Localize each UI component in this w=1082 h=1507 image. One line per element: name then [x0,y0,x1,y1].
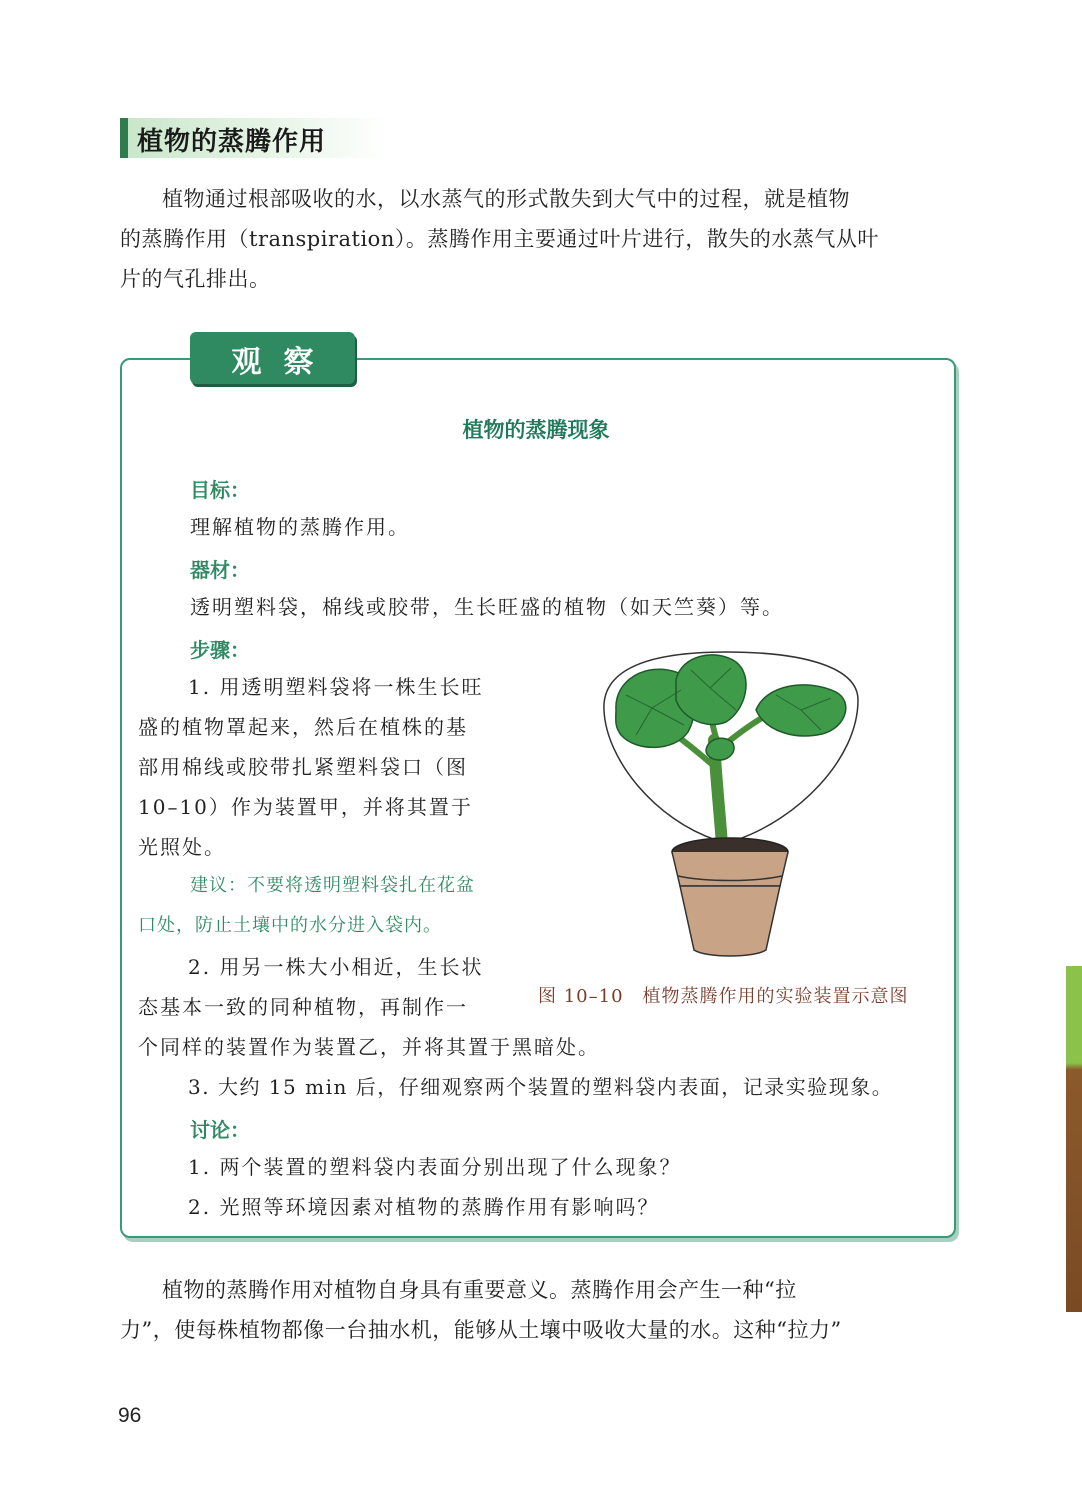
goal-label: 目标： [190,478,250,502]
pot-body [680,886,780,956]
suggestion-note [138,866,475,946]
step-1-line: 10–10）作为装置甲，并将其置于 [138,795,473,819]
observation-tab [190,332,355,384]
leaf-small [706,738,734,760]
discussion-label: 讨论： [190,1118,250,1142]
section-heading-bar [120,118,128,158]
experiment-title: 植物的蒸腾现象 [462,418,610,442]
leaf-top [676,655,746,725]
step-1-line: 光照处。 [138,835,226,859]
steps-label: 步骤： [190,638,250,662]
materials-text: 透明塑料袋，棉线或胶带，生长旺盛的植物（如天竺葵）等。 [190,595,784,619]
closing-line: 力”，使每株植物都像一台抽水机，能够从土壤中吸收大量的水。这种“拉力” [120,1318,842,1342]
step-3: 3. 大约 15 min 后，仔细观察两个装置的塑料袋内表面，记录实验现象。 [188,1075,894,1099]
closing-paragraph [120,1270,960,1350]
discussion-question-2: 2. 光照等环境因素对植物的蒸腾作用有影响吗？ [188,1195,660,1219]
section-heading [120,118,388,158]
intro-line: 片的气孔排出。 [120,267,271,291]
intro-line: 的蒸腾作用（transpiration）。蒸腾作用主要通过叶片进行，散失的水蒸气从叶 [120,227,879,251]
chapter-side-tab [1066,966,1082,1312]
materials-label: 器材： [190,558,250,582]
suggestion-line: 口处，防止土壤中的水分进入袋内。 [138,915,442,936]
step-1-line: 部用棉线或胶带扎紧塑料袋口（图 [138,755,468,779]
plant-bag-figure [596,640,866,962]
discussion-question-1: 1. 两个装置的塑料袋内表面分别出现了什么现象？ [188,1155,682,1179]
step-2-line: 2. 用另一株大小相近，生长状 [188,955,484,979]
step-2-line: 态基本一致的同种植物，再制作一 [138,995,468,1019]
step-2-line: 个同样的装置作为装置乙，并将其置于黑暗处。 [138,1035,600,1059]
observation-tab-label: 观察 [231,345,336,380]
goal-text: 理解植物的蒸腾作用。 [190,515,410,539]
step-1-line: 盛的植物罩起来，然后在植株的基 [138,715,468,739]
step-1 [138,667,483,867]
page-number: 96 [118,1404,142,1427]
section-title: 植物的蒸腾作用 [137,127,327,157]
step-1-line: 1. 用透明塑料袋将一株生长旺 [188,675,484,699]
suggestion-line: 建议：不要将透明塑料袋扎在花盆 [190,875,475,896]
figure-caption: 图 10–10 植物蒸腾作用的实验装置示意图 [538,986,909,1007]
step-2 [138,947,600,1067]
intro-paragraph [120,179,960,299]
intro-line: 植物通过根部吸收的水，以水蒸气的形式散失到大气中的过程，就是植物 [162,187,850,211]
closing-line: 植物的蒸腾作用对植物自身具有重要意义。蒸腾作用会产生一种“拉 [162,1278,797,1302]
